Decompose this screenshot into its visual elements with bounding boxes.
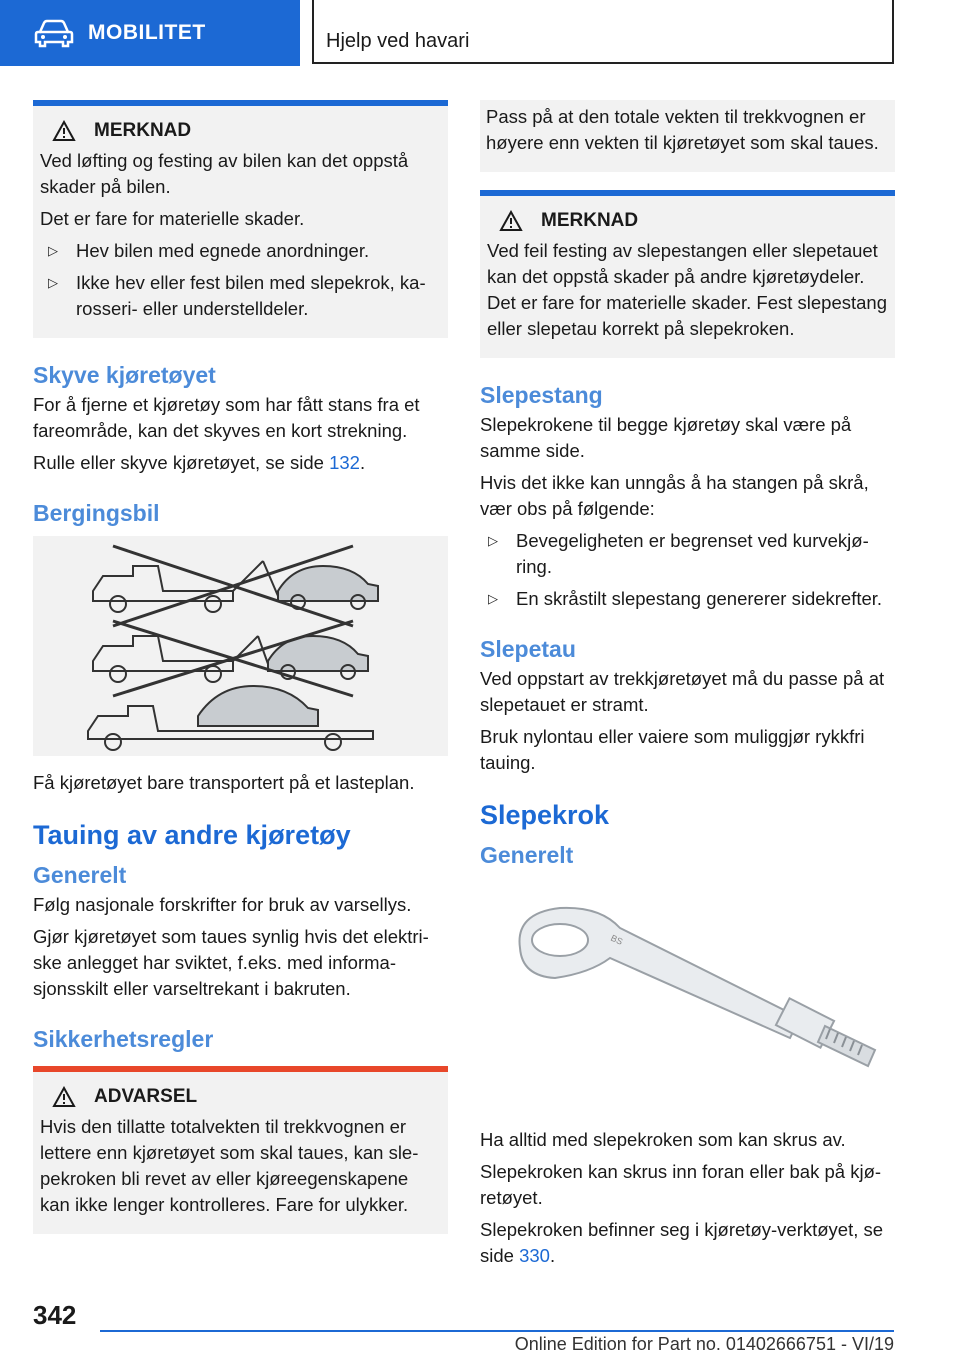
notice-title: MERKNAD: [94, 120, 192, 141]
section-tab: [0, 0, 300, 66]
paragraph: For å fjerne et kjøretøy som har fått stans fra et fareområde, kan det skyves en kort strekning.: [33, 394, 420, 441]
triangle-bullet-icon: ▷: [488, 533, 498, 548]
tow-truck-drawing: [33, 536, 448, 756]
notice-text: Hvis den tillatte totalvekten til trekkvognen er lettere enn kjøretøyet som skal taues, kan slepekroken bli revet av eller kjøreegenskapene kan ikke lenger kontrolleres. Fare for ulykker.: [40, 1116, 419, 1215]
heading-tow-hook: Slepekrok: [480, 800, 610, 830]
tow-hook-illustration: [480, 878, 895, 1113]
page-number: 342: [33, 1300, 77, 1330]
edition-text: Online Edition for Part no. 01402666751 - VI/19: [514, 1334, 894, 1354]
page-header: [0, 0, 960, 66]
figure-caption: Få kjøretøyet bare transportert på et lasteplan.: [33, 772, 415, 793]
notice-continuation: Pass på at den totale vekten til trekkvognen er høyere enn vekten til kjøretøyet som skal taues.: [480, 100, 895, 172]
triangle-bullet-icon: ▷: [48, 275, 58, 290]
paragraph: Ved oppstart av trekkjøretøyet må du passe på at slepetauet er stramt.: [480, 668, 885, 715]
paragraph: Følg nasjonale forskrifter for bruk av varsellys.: [33, 894, 412, 915]
heading-push: Skyve kjøretøyet: [33, 362, 216, 388]
tow-hook-drawing: [480, 878, 895, 1113]
paragraph: Ha alltid med slepekroken som kan skrus av.: [480, 1129, 846, 1150]
notice-advarsel: [33, 1066, 448, 1234]
list-item: ▷ Ikke hev eller fest bilen med slepekrok, karosseri- eller understelldeler.: [48, 272, 426, 319]
left-column: [33, 100, 448, 1248]
notice-merknad-2: [480, 190, 895, 358]
warning-triangle-icon: [499, 210, 523, 232]
heading-general: Generelt: [480, 842, 574, 868]
paragraph: Hvis det ikke kan unngås å ha stangen på skrå, vær obs på følgende:: [480, 472, 869, 519]
paragraph: Rulle eller skyve kjøretøyet, se side 132.: [33, 452, 366, 473]
list-item: ▷ En skråstilt slepestang genererer sidekrefter.: [480, 586, 895, 612]
heading-tow-truck: Bergingsbil: [33, 500, 160, 526]
page-link[interactable]: 132: [329, 452, 360, 473]
list-item: ▷ Bevegeligheten er begrenset ved kurvekjøring.: [488, 530, 869, 577]
tow-truck-illustration: [33, 536, 448, 756]
triangle-bullet-icon: ▷: [488, 591, 498, 606]
warning-triangle-icon: [52, 120, 76, 142]
notice-title: MERKNAD: [541, 210, 639, 231]
page-link[interactable]: 330: [519, 1245, 550, 1266]
notice-text: Ved løfting og festing av bilen kan det oppstå skader på bilen.: [40, 150, 409, 197]
heading-general: Generelt: [33, 862, 127, 888]
heading-towing: Tauing av andre kjøretøy: [33, 820, 351, 850]
svg-text:BS: BS: [609, 932, 625, 947]
heading-safety: Sikkerhetsregler: [33, 1026, 214, 1052]
heading-tow-rope: Slepetau: [480, 636, 576, 662]
notice-merknad: [33, 100, 448, 338]
paragraph: Slepekroken kan skrus inn foran eller bak på kjøretøyet.: [480, 1161, 882, 1208]
triangle-bullet-icon: ▷: [48, 243, 58, 258]
footer-rule: [100, 1330, 894, 1332]
section-label: MOBILITET: [88, 21, 206, 44]
paragraph: Slepekrokene til begge kjøretøy skal være på samme side.: [480, 414, 852, 461]
right-column: [480, 100, 895, 1275]
list-item: ▷ Hev bilen med egnede anordninger.: [40, 238, 440, 264]
heading-tow-bar: Slepestang: [480, 382, 603, 408]
notice-text: Ved feil festing av slepestangen eller slepetauet kan det oppstå skader på andre kjøretøydeler. Det er fare for materielle skader. Fest slepestang eller slepetau korrekt på slepekroken.: [487, 240, 887, 339]
paragraph: Gjør kjøretøyet som taues synlig hvis det elektriske anlegget har sviktet, f.eks. med informasjonsskilt eller varseltrekant i bakruten.: [33, 926, 429, 999]
paragraph: Bruk nylontau eller vaiere som muliggjør rykkfri tauing.: [480, 726, 865, 773]
notice-text: Det er fare for materielle skader.: [40, 208, 305, 229]
chapter-label: Hjelp ved havari: [312, 0, 894, 64]
warning-triangle-icon: [52, 1086, 76, 1108]
notice-title: ADVARSEL: [94, 1086, 198, 1107]
car-icon: [34, 18, 74, 48]
paragraph: Slepekroken befinner seg i kjøretøy-verktøyet, se side 330.: [480, 1219, 884, 1266]
